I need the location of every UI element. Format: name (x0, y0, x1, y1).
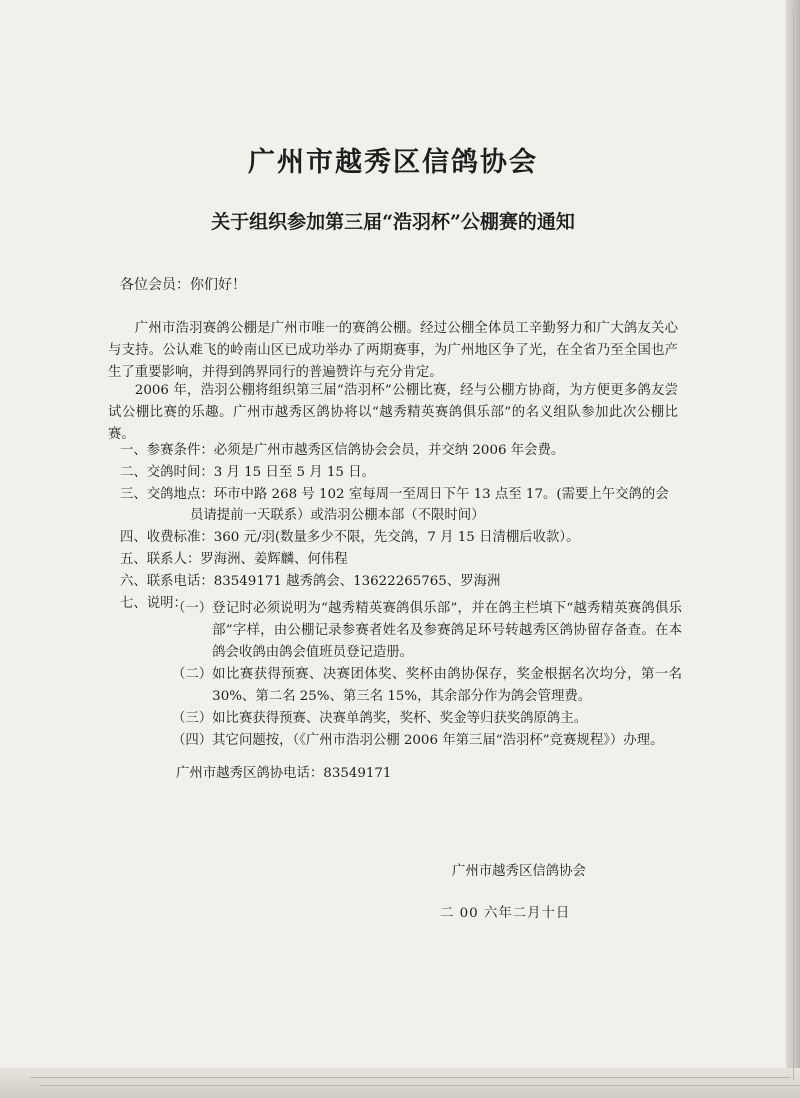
list-item: 一、参赛条件：必须是广州市越秀区信鸽协会会员，并交纳 2006 年会费。 (120, 443, 565, 458)
note-text: 其它问题按，（《广州市浩羽公棚 2006 年第三届“浩羽杯”竞赛规程》）办理。 (212, 733, 664, 748)
note-label: （三） (172, 711, 213, 726)
list-item: 三、交鸽地点：环市中路 268 号 102 室每周一至周日下午 13 点至 17。(需要上午交鸽的会员请提前一天联系）或浩羽公棚本部（不限时间） (120, 487, 669, 523)
note-text: 如比赛获得预赛、决赛单鸽奖，奖杯、奖金等归获奖鸽原鸽主。 (212, 711, 588, 726)
note-item (172, 598, 682, 664)
document-title: 广州市越秀区信鸽协会 (248, 147, 538, 178)
paper-stack-line (30, 1077, 790, 1078)
note-label: （二） (172, 667, 213, 682)
list-item: 二、交鸽时间：3 月 15 日至 5 月 15 日。 (120, 465, 375, 480)
note-item (172, 664, 682, 708)
paragraph-plan: 2006 年，浩羽公棚将组织第三届“浩羽杯”公棚比赛，经与公棚方协商，为方便更多鸽友尝试公棚比赛的乐趣。广州市越秀区鸽协将以“越秀精英赛鸽俱乐部”的名义组队参加此次公棚比赛。 (108, 383, 678, 442)
list-item: 五、联系人：罗海洲、姜辉麟、何伟程 (120, 552, 348, 567)
note-text: 登记时必须说明为“越秀精英赛鸽俱乐部”，并在鸽主栏填下“越秀精英赛鸽俱乐部”字样，由公棚记录参赛者姓名及参赛鸽足环号转越秀区鸽协留存备查。在本鸽会收鸽由鸽会值班员登记造册。 (212, 601, 682, 660)
note-label: （一） (172, 601, 213, 616)
phone-line: 广州市越秀区鸽协电话：83549171 (176, 766, 392, 781)
document-subtitle: 关于组织参加第三届“浩羽杯”公棚赛的通知 (211, 211, 575, 233)
note-label: （四） (172, 733, 213, 748)
notice-items (120, 440, 680, 615)
paper-stack-line (40, 1085, 800, 1086)
list-item: 六、联系电话：83549171 越秀鸽会、13622265765、罗海洲 (120, 574, 501, 589)
note-text: 如比赛获得预赛、决赛团体奖、奖杯由鸽协保存，奖金根据名次均分，第一名 30%、第二名 25%、第三名 15%，其余部分作为鸽会管理费。 (212, 667, 682, 704)
note-item (172, 708, 682, 730)
list-item: 四、收费标准：360 元/羽(数量多少不限，先交鸽，7 月 15 日清棚后收款）。 (120, 530, 580, 545)
note-item (172, 730, 682, 752)
signature-organization: 广州市越秀区信鸽协会 (452, 864, 586, 879)
page-edge-bottom (0, 1068, 800, 1098)
list-item: 七、说明： (120, 596, 187, 611)
paper-stack-line (793, 10, 794, 1080)
paragraph-intro: 广州市浩羽赛鸽公棚是广州市唯一的赛鸽公棚。经过公棚全体员工辛勤努力和广大鸽友关心与支持。公认难飞的岭南山区已成功举办了两期赛事，为广州地区争了光，在全省乃至全国也产生了重要影响，并得到鸽界同行的普遍赞许与充分肯定。 (108, 321, 678, 380)
signature-date: 二 00 六年二月十日 (440, 906, 571, 921)
notes-list (172, 598, 682, 752)
greeting: 各位会员：你们好！ (120, 277, 246, 293)
